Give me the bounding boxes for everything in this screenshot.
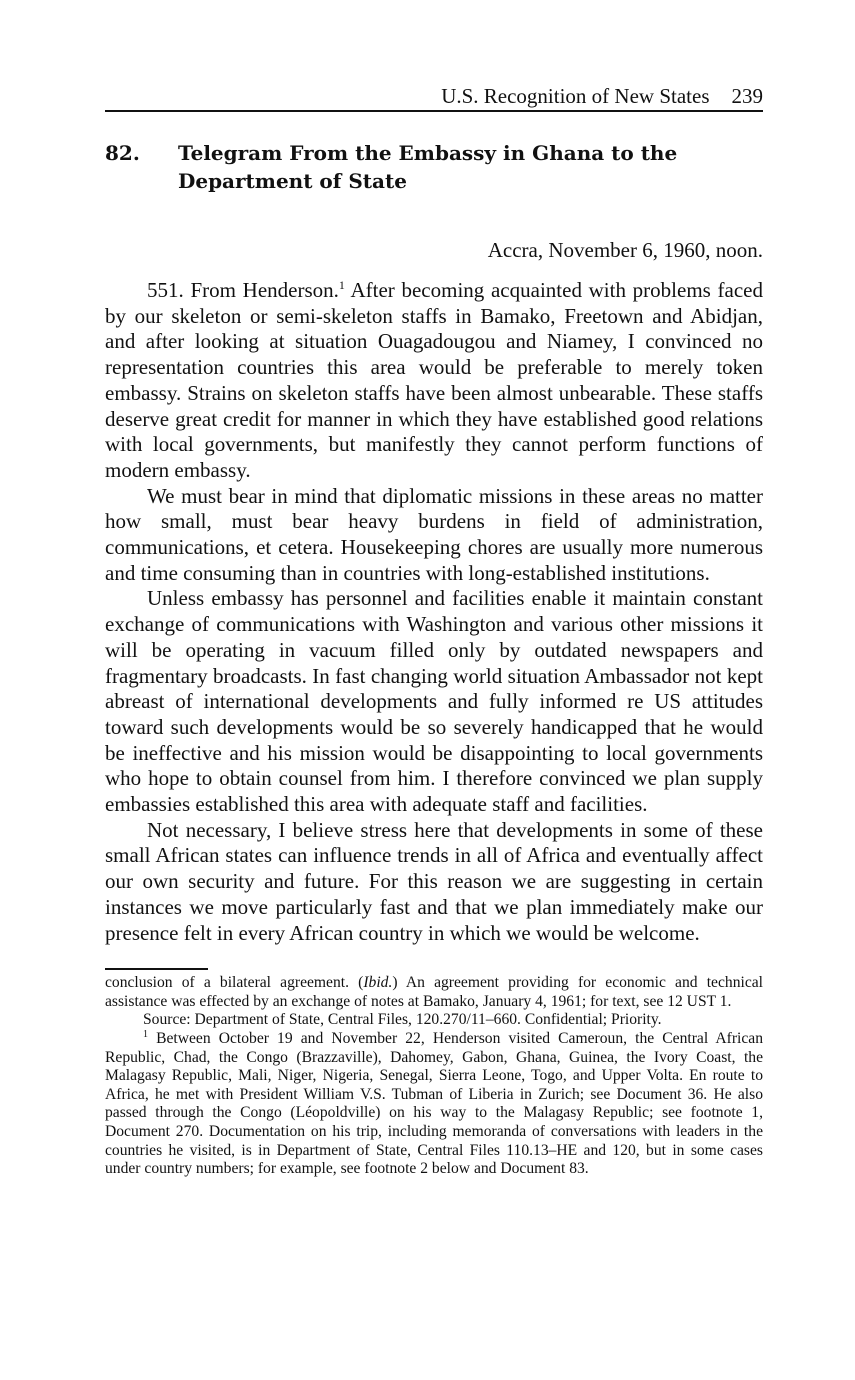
footnote-reference-1: 1 <box>338 278 345 292</box>
dateline: Accra, November 6, 1960, noon. <box>487 238 763 262</box>
footnote-rule <box>105 968 208 970</box>
body-paragraph-4: Not necessary, I believe stress here that developments in some of these small African states can influence trends in all of Africa and eventually affect our own security and future. For this reason we are suggesting in certain instances we move particularly fast and that we plan immediately make our presence felt in every African country in which we would be welcome. <box>105 817 763 945</box>
source-note: Source: Department of State, Central Files, 120.270/11–660. Confidential; Priority. <box>143 1011 662 1029</box>
paragraph-1-opening: 551. From Henderson. <box>147 278 339 302</box>
running-head-title: U.S. Recognition of New States <box>441 84 710 108</box>
footnotes <box>105 974 763 1179</box>
continued-footnote-text-b: ) An agreement providing for economic and technical assistance was effected by an exchange of notes at Bamako, January 4, 1961; for text, see 12 UST 1. <box>105 974 763 1010</box>
document-page <box>105 82 763 1179</box>
running-head <box>105 82 763 110</box>
ibid-citation: Ibid. <box>363 974 393 992</box>
telegram-body <box>105 278 763 946</box>
document-title: Telegram From the Embassy in Ghana to the Department of State <box>178 141 678 193</box>
header-rule <box>105 110 763 112</box>
body-paragraph-1 <box>105 278 763 484</box>
document-number: 82. <box>105 141 140 165</box>
paragraph-1-text: After becoming acquainted with problems faced by our skeleton or semi-skeleton staffs in Bamako, Freetown and Abidjan, and after looking at situation Ouagadougou and Niamey, I convinced no representation countries this area would be preferable to merely token embassy. Strains on skeleton staffs have been almost unbearable. These staffs deserve great credit for manner in which they have established good relations with local governments, but manifestly they cannot perform functions of modern embassy. <box>105 278 764 482</box>
continued-footnote-text-a: conclusion of a bilateral agreement. ( <box>105 974 364 992</box>
footnote-1-marker: 1 <box>143 1029 148 1041</box>
body-paragraph-2: We must bear in mind that diplomatic missions in these areas no matter how small, must bear heavy burdens in field of administration, communications, et cetera. Housekeeping chores are usually more numerous and time consuming than in countries with long-established institutions. <box>105 483 763 585</box>
body-paragraph-3: Unless embassy has personnel and facilities enable it maintain constant exchange of communications with Washington and various other missions it will be operating in vacuum filled only by outdated newspapers and fragmentary broadcasts. In fast changing world situation Ambassador not kept abreast of international developments and fully informed re US attitudes toward such developments would be so severely handicapped that he would be ineffective and his mission would be disappointing to local governments who hope to obtain counsel from him. I therefore convinced we plan supply embassies established this area with adequate staff and facilities. <box>105 586 763 817</box>
page-number: 239 <box>731 84 763 108</box>
document-heading <box>105 139 763 195</box>
footnote-1 <box>105 1030 763 1179</box>
continued-footnote <box>105 974 763 1011</box>
footnote-1-text: Between October 19 and November 22, Henderson visited Cameroun, the Central African Republic, Chad, the Congo (Brazzaville), Dahomey, Gabon, Ghana, Guinea, the Ivory Coast, the Malagasy Republic, Mali, Niger, Nigeria, Senegal, Sierra Leone, Togo, and Upper Volta. En route to Africa, he met with President William V.S. Tubman of Liberia in Zurich; see Document 36. He also passed through the Congo (Léopoldville) on his way to the Malagasy Republic; see footnote 1, Document 270. Documentation on his trip, including memoranda of conversations with leaders in the countries he visited, is in Department of State, Central Files 110.13–HE and 120, but in some cases under country numbers; for example, see footnote 2 below and Document 83. <box>105 1030 763 1178</box>
